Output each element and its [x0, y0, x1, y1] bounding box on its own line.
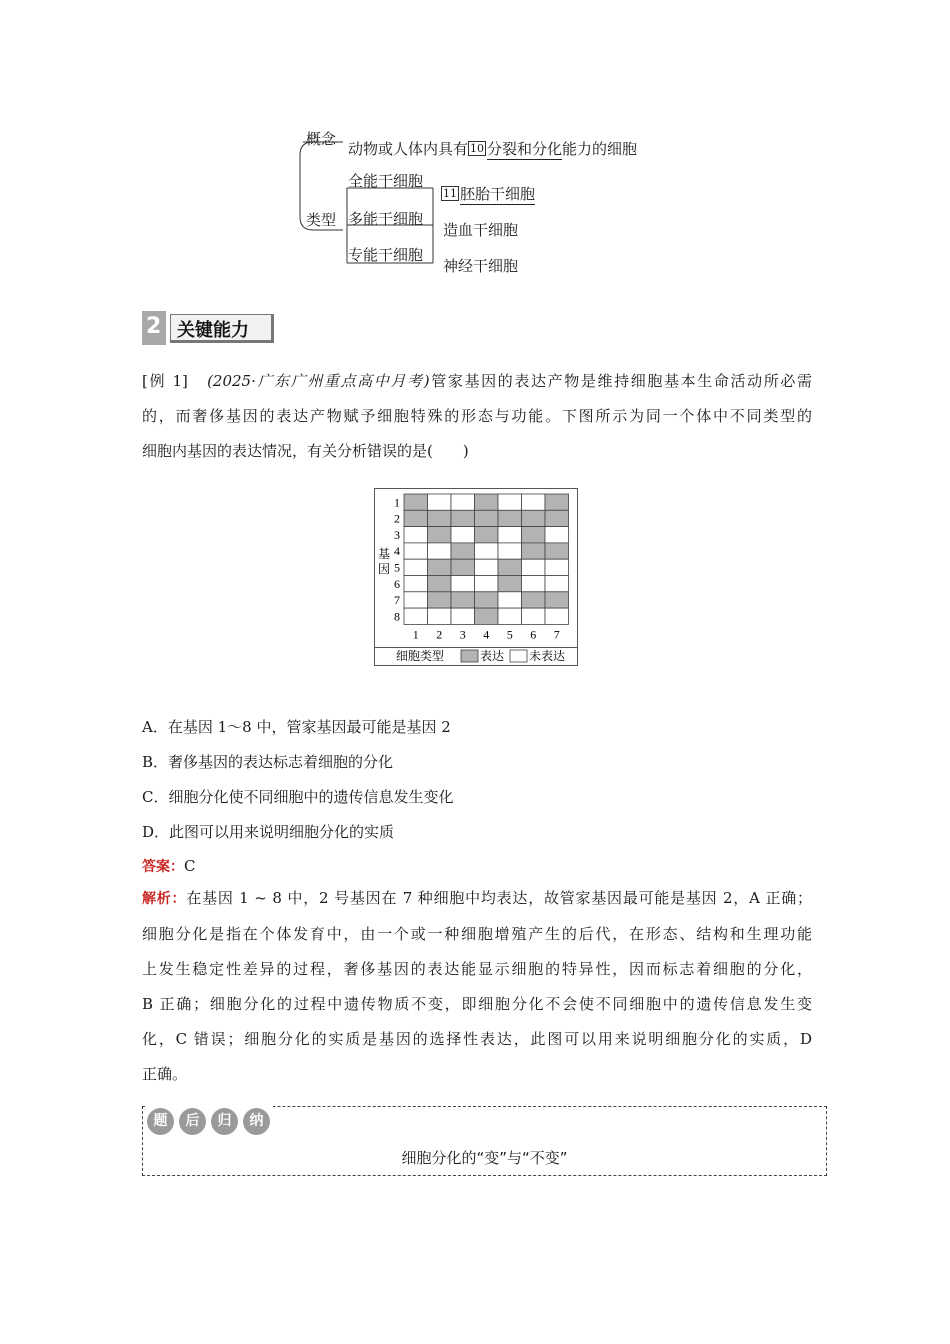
- summary-tag-2: 后: [179, 1108, 206, 1135]
- answer-label: 答案：: [142, 859, 184, 875]
- analysis-label: 解析：: [142, 891, 187, 907]
- concept-label: 概念: [306, 130, 337, 148]
- cell-gene-7-type-3: [451, 592, 475, 608]
- gene-expression-chart: [374, 488, 578, 666]
- row-label-gene-7: 7: [394, 593, 400, 608]
- x-axis-label: 细胞类型: [396, 649, 445, 663]
- cell-gene-6-type-4: [475, 576, 499, 592]
- section-title: 关键能力: [177, 320, 249, 341]
- cell-gene-2-type-7: [545, 510, 569, 526]
- summary-tag-3: 归: [211, 1108, 238, 1135]
- row-label-gene-8: 8: [394, 609, 400, 624]
- concept-text-after: 能力的细胞: [562, 140, 638, 158]
- cell-gene-7-type-4: [475, 592, 499, 608]
- cell-gene-2-type-1: [404, 510, 428, 526]
- type-pluripotent: 多能干细胞: [348, 210, 424, 228]
- cell-gene-8-type-2: [428, 608, 452, 624]
- cell-gene-1-type-7: [545, 494, 569, 510]
- analysis: [142, 881, 812, 1092]
- cell-gene-5-type-5: [498, 559, 522, 575]
- analysis-line-2: 细胞分化是指在个体发育中，由一个或一种细胞增殖产生的后代，在形态、结构和生理功能: [142, 925, 812, 943]
- cell-gene-1-type-5: [498, 494, 522, 510]
- cell-gene-4-type-5: [498, 543, 522, 559]
- cell-gene-7-type-5: [498, 592, 522, 608]
- analysis-text-1: 在基因 1 ~ 8 中，2 号基因在 7 种细胞中均表达，故管家基因最可能是基因 2，A 正确；: [186, 889, 813, 907]
- legend-expressed-label: 表达: [480, 649, 505, 663]
- option-c: C．细胞分化使不同细胞中的遗传信息发生变化: [142, 788, 454, 806]
- cell-gene-1-type-3: [451, 494, 475, 510]
- type-label: 类型: [306, 211, 337, 229]
- legend-expressed-swatch: [461, 650, 478, 662]
- concept-answer: 分裂和分化: [487, 140, 563, 158]
- row-label-gene-6: 6: [394, 576, 400, 591]
- question-line-2: 的，而奢侈基因的表达产物赋予细胞特殊的形态与功能。下图所示为同一个体中不同类型的: [142, 407, 812, 425]
- example-embryonic: [441, 183, 535, 204]
- cell-gene-3-type-6: [522, 527, 546, 543]
- col-label-type-5: 5: [506, 627, 513, 642]
- cell-gene-3-type-4: [475, 527, 499, 543]
- blank-number-11: 11: [443, 187, 457, 200]
- row-label-gene-1: 1: [394, 495, 400, 510]
- cell-gene-3-type-7: [545, 527, 569, 543]
- cell-gene-8-type-7: [545, 608, 569, 624]
- col-label-type-4: 4: [483, 627, 490, 642]
- cell-gene-3-type-3: [451, 527, 475, 543]
- question-stem: [142, 364, 812, 469]
- example-hematopoietic: 造血干细胞: [443, 221, 519, 239]
- cell-gene-2-type-2: [428, 510, 452, 526]
- cell-gene-1-type-6: [522, 494, 546, 510]
- cell-gene-5-type-2: [428, 559, 452, 575]
- example-embryonic-answer: 胚胎干细胞: [460, 185, 536, 203]
- cell-gene-3-type-2: [428, 527, 452, 543]
- summary-tag-4: 纳: [243, 1108, 270, 1135]
- cell-gene-7-type-2: [428, 592, 452, 608]
- cell-gene-5-type-4: [475, 559, 499, 575]
- cell-gene-1-type-4: [475, 494, 499, 510]
- section-number: 2: [146, 314, 162, 339]
- cell-gene-2-type-6: [522, 510, 546, 526]
- answer: [142, 856, 195, 876]
- cell-gene-2-type-4: [475, 510, 499, 526]
- cell-gene-2-type-3: [451, 510, 475, 526]
- analysis-line-4: B 正确；细胞分化的过程中遗传物质不变，即细胞分化不会使不同细胞中的遗传信息发生变: [142, 995, 812, 1013]
- question-line-3: 细胞内基因的表达情况，有关分析错误的是( ): [142, 442, 469, 460]
- cell-gene-4-type-1: [404, 543, 428, 559]
- cell-gene-6-type-3: [451, 576, 475, 592]
- cell-gene-4-type-7: [545, 543, 569, 559]
- y-axis-label-char-2: 因: [377, 562, 391, 576]
- cell-gene-5-type-7: [545, 559, 569, 575]
- cell-gene-7-type-7: [545, 592, 569, 608]
- cell-gene-8-type-3: [451, 608, 475, 624]
- col-label-type-7: 7: [553, 627, 560, 642]
- cell-gene-1-type-1: [404, 494, 428, 510]
- question-source: (2025·广东广州重点高中月考): [207, 372, 430, 390]
- cell-gene-3-type-5: [498, 527, 522, 543]
- concept-definition: [348, 138, 637, 159]
- legend-not-expressed-swatch: [510, 650, 527, 662]
- question-text-1: 管家基因的表达产物是维持细胞基本生命活动所必需: [429, 372, 812, 390]
- row-label-gene-3: 3: [394, 527, 400, 542]
- cell-gene-6-type-2: [428, 576, 452, 592]
- cell-gene-5-type-3: [451, 559, 475, 575]
- cell-gene-6-type-5: [498, 576, 522, 592]
- summary-tag-1: 题: [147, 1108, 174, 1135]
- cell-gene-4-type-6: [522, 543, 546, 559]
- row-label-gene-5: 5: [394, 560, 400, 575]
- section-badge: [142, 311, 276, 345]
- type-totipotent: 全能干细胞: [348, 172, 424, 190]
- legend-not-expressed-label: 未表达: [529, 649, 566, 663]
- concept-text-before: 动物或人体内具有: [348, 140, 469, 158]
- cell-gene-7-type-6: [522, 592, 546, 608]
- col-label-type-3: 3: [459, 627, 466, 642]
- option-a: A．在基因 1～8 中，管家基因最可能是基因 2: [142, 718, 451, 736]
- cell-gene-6-type-6: [522, 576, 546, 592]
- cell-gene-8-type-4: [475, 608, 499, 624]
- col-label-type-6: 6: [530, 627, 537, 642]
- cell-gene-4-type-4: [475, 543, 499, 559]
- analysis-line-3: 上发生稳定性差异的过程，奢侈基因的表达能显示细胞的特异性，因而标志着细胞的分化，: [142, 960, 812, 978]
- y-axis-label-char-1: 基: [377, 547, 391, 561]
- col-label-type-2: 2: [436, 627, 443, 642]
- cell-gene-8-type-6: [522, 608, 546, 624]
- type-unipotent: 专能干细胞: [348, 246, 424, 264]
- cell-gene-8-type-5: [498, 608, 522, 624]
- row-label-gene-4: 4: [394, 544, 400, 559]
- question-label: [例 1]: [142, 372, 188, 390]
- option-b: B．奢侈基因的表达标志着细胞的分化: [142, 753, 394, 771]
- cell-gene-5-type-1: [404, 559, 428, 575]
- analysis-line-6: 正确。: [142, 1065, 188, 1083]
- cell-gene-7-type-1: [404, 592, 428, 608]
- option-d: D．此图可以用来说明细胞分化的实质: [142, 823, 395, 841]
- cell-gene-3-type-1: [404, 527, 428, 543]
- analysis-line-5: 化，C 错误；细胞分化的实质是基因的选择性表达，此图可以用来说明细胞分化的实质，D: [142, 1030, 812, 1048]
- cell-gene-5-type-6: [522, 559, 546, 575]
- blank-number-10: 10: [470, 142, 485, 155]
- cell-gene-6-type-7: [545, 576, 569, 592]
- cell-gene-6-type-1: [404, 576, 428, 592]
- cell-gene-4-type-3: [451, 543, 475, 559]
- cell-gene-8-type-1: [404, 608, 428, 624]
- cell-gene-4-type-2: [428, 543, 452, 559]
- example-neural: 神经干细胞: [443, 257, 519, 275]
- question-line-1: [142, 364, 812, 399]
- col-label-type-1: 1: [412, 627, 419, 642]
- row-label-gene-2: 2: [394, 511, 400, 526]
- summary-title: 细胞分化的“变”与“不变”: [401, 1149, 568, 1167]
- answer-value: C: [184, 857, 196, 875]
- analysis-line-1: [142, 881, 812, 917]
- cell-gene-2-type-5: [498, 510, 522, 526]
- cell-gene-1-type-2: [428, 494, 452, 510]
